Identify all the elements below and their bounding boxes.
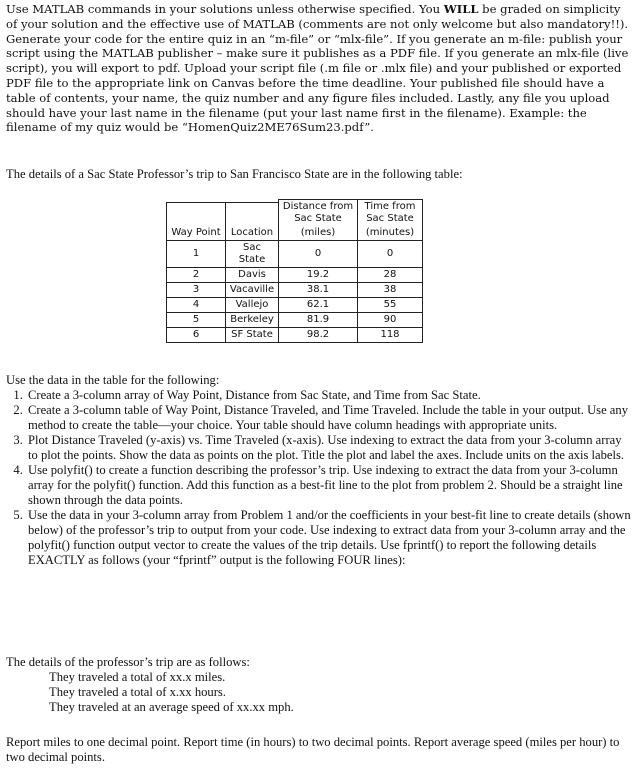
location-cell: Sac State — [226, 241, 279, 268]
way-point-cell: 3 — [167, 283, 226, 298]
output-header: The details of the professor’s trip are as follows: — [6, 655, 250, 669]
task-item-2: 2. Create a 3-column table of Way Point, Distance Traveled, and Time Traveled. Include the table in your output. Use any method to create the table—your choice. Your table should have column headings with appropriate units. — [26, 403, 632, 433]
trip-table — [166, 199, 423, 343]
expected-output-block — [6, 655, 632, 715]
distance-header-line1: Distance from — [282, 201, 354, 212]
output-line-miles: They traveled a total of xx.x miles. — [49, 670, 226, 684]
table-row — [167, 298, 423, 313]
way-point-cell: 5 — [167, 313, 226, 328]
time-header-line1: Time from — [364, 201, 416, 212]
table-row — [167, 328, 423, 343]
location-cell: Vallejo — [226, 298, 279, 313]
distance-cell: 81.9 — [279, 313, 358, 328]
way-point-cell: 6 — [167, 328, 226, 343]
task-item-1: 1. Create a 3-column array of Way Point, Distance from Sac State, and Time from Sac State. — [26, 388, 632, 403]
time-header — [358, 200, 423, 227]
location-cell: SF State — [226, 328, 279, 343]
way-point-header: Way Point — [167, 202, 226, 241]
time-cell: 28 — [358, 268, 423, 283]
table-row — [167, 283, 423, 298]
location-cell: Vacaville — [226, 283, 279, 298]
location-cell: Davis — [226, 268, 279, 283]
distance-cell: 62.1 — [279, 298, 358, 313]
distance-cell: 0 — [279, 241, 358, 268]
time-units-header: (minutes) — [358, 226, 423, 241]
time-cell: 0 — [358, 241, 423, 268]
time-cell: 38 — [358, 283, 423, 298]
output-line-hours: They traveled a total of x.xx hours. — [49, 685, 226, 699]
quiz-instructions-paragraph — [6, 2, 632, 135]
intro-text-rest: be graded on simplicity of your solution and the effective use of MATLAB (comments are not only welcome but also mandatory!!). Generate your code for the entire quiz in an “m-file” or “mlx-file”. If you generate an m-file: publish your script using the MATLAB publisher – make sure it publishes as a PDF file. If you generate an mlx-file (live script), you will export to pdf. Upload your script file (.m file or .mlx file) and your published or exported PDF file to the appropriate link on Canvas before the time deadline. Your published file should have a table of contents, your name, the quiz number and any figure files included. Lastly, any file you upload should have your last name in the filename (put your last name first in the filename). Example: the filename of my quiz would be “HomenQuiz2ME76Sum23.pdf”. — [6, 2, 629, 135]
distance-cell: 38.1 — [279, 283, 358, 298]
location-cell: Berkeley — [226, 313, 279, 328]
table-row — [167, 268, 423, 283]
distance-header-line2: Sac State — [294, 213, 342, 224]
distance-cell: 19.2 — [279, 268, 358, 283]
time-cell: 55 — [358, 298, 423, 313]
time-cell: 90 — [358, 313, 423, 328]
distance-header — [279, 200, 358, 227]
task-instructions — [6, 373, 632, 568]
table-row — [167, 313, 423, 328]
intro-bold-will: WILL — [443, 2, 479, 16]
task-item-4: 4. Use polyfit() to create a function describing the professor’s trip. Use indexing to extract the data from your 3-column array for the polyfit() function. Add this function as a best-fit line to the plot from problem 2. Should be a straight line shown through the data points. — [26, 463, 632, 508]
way-point-cell: 4 — [167, 298, 226, 313]
trip-table-container — [166, 199, 423, 343]
table-row — [167, 241, 423, 268]
way-point-cell: 2 — [167, 268, 226, 283]
task-list — [6, 388, 632, 568]
instructions-lead: Use the data in the table for the following: — [6, 373, 220, 387]
output-line-speed: They traveled at an average speed of xx.xx mph. — [49, 700, 294, 714]
report-precision-note: Report miles to one decimal point. Report time (in hours) to two decimal points. Report average speed (miles per hour) to two decimal points. — [6, 735, 620, 764]
time-header-line2: Sac State — [366, 213, 414, 224]
task-item-5: 5. Use the data in your 3-column array from Problem 1 and/or the coefficients in your best-fit line to create details (shown below) of the professor’s trip to output from your code. Use indexing to extract data from your 3-column array and the polyfit() function output vector to create the values of the trip details. Use fprintf() to report the following details EXACTLY as follows (your “fprintf” output is the following FOUR lines): — [26, 508, 632, 568]
way-point-cell: 1 — [167, 241, 226, 268]
time-cell: 118 — [358, 328, 423, 343]
distance-units-header: (miles) — [279, 226, 358, 241]
intro-text-start: Use MATLAB commands in your solutions unless otherwise specified. You — [6, 2, 444, 16]
task-item-3: 3. Plot Distance Traveled (y-axis) vs. Time Traveled (x-axis). Use indexing to extract the data from your 3-column array to plot the points. Show the data as points on the plot. Title the plot and label the axes. Include units on the axis labels. — [26, 433, 632, 463]
trip-details-intro: The details of a Sac State Professor’s trip to San Francisco State are in the following table: — [6, 167, 463, 181]
location-header: Location — [226, 202, 279, 241]
distance-cell: 98.2 — [279, 328, 358, 343]
